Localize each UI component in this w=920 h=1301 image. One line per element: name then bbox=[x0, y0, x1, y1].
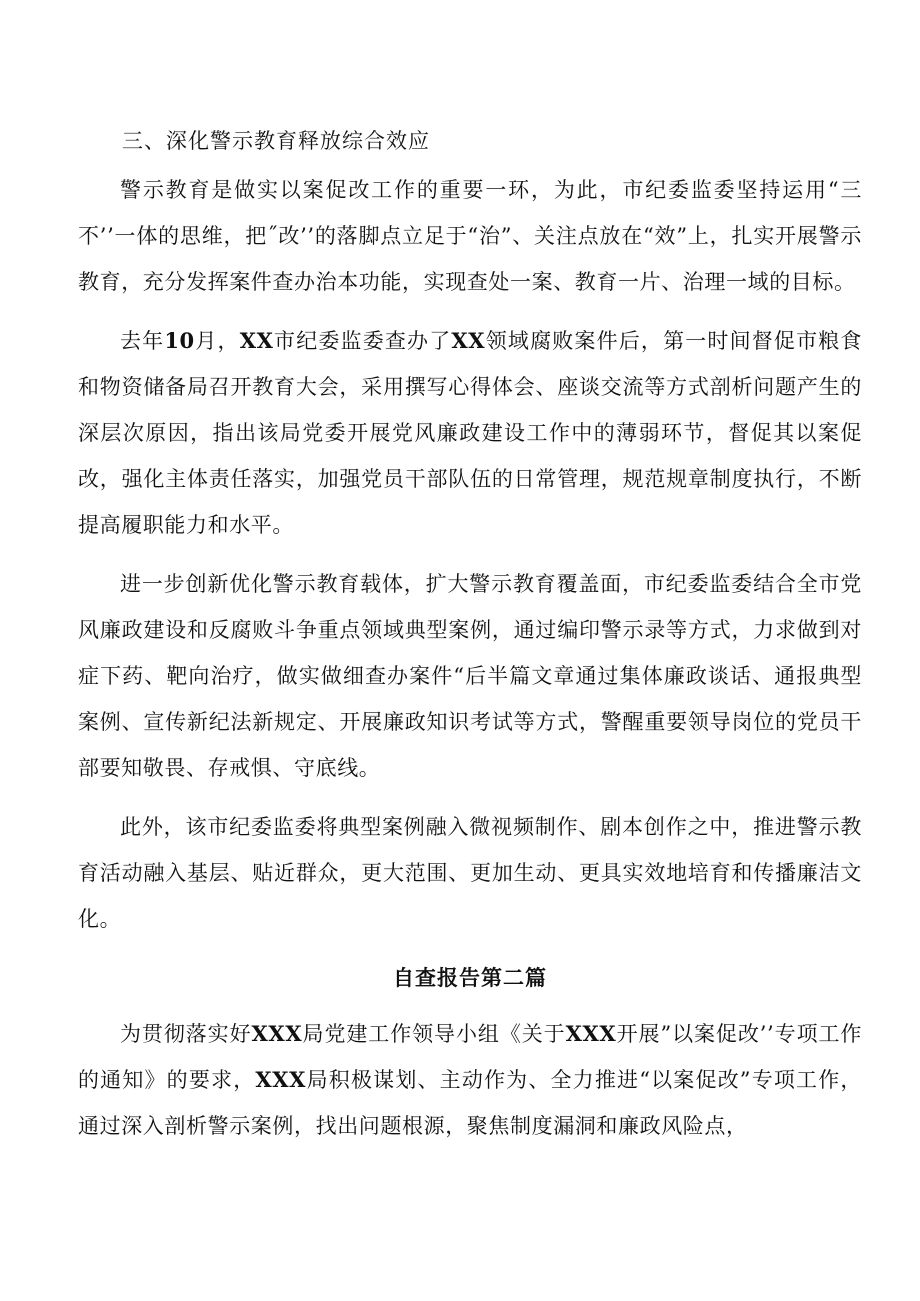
bureau-placeholder: XXX bbox=[255, 1067, 307, 1092]
paragraph-innovation: 进一步创新优化警示教育载体，扩大警示教育覆盖面，市纪委监委结合全市党风廉政建设和反腐败斗争重点领域典型案例，通过编印警示录等方式，力求做到对症下药、靶向治疗，做实做细查办案件“后半篇文章通过集体廉政谈话、通报典型案例、宣传新纪法新规定、开展廉政知识考试等方式，警醒重要领导岗位的党员干部要知敬畏、存戒惧、守底线。 bbox=[78, 572, 862, 780]
field-placeholder: XX bbox=[451, 328, 486, 353]
bureau-placeholder: XXX bbox=[565, 1021, 617, 1046]
paragraph-text-segment: 开展”以案促改’’专项工作的通知》的要求， bbox=[78, 1022, 863, 1092]
section-heading: 三、深化警示教育释放综合效应 bbox=[122, 129, 430, 153]
city-placeholder: XX bbox=[239, 328, 274, 353]
paragraph-second-report-intro bbox=[78, 1011, 862, 1149]
document-body bbox=[78, 118, 862, 1162]
document-title: 自查报告第二篇 bbox=[393, 965, 547, 990]
bureau-placeholder: XXX bbox=[251, 1021, 303, 1046]
paragraph-text-segment: 去年 bbox=[120, 329, 165, 353]
paragraph-text-segment: 为贯彻落实好 bbox=[120, 1022, 252, 1046]
paragraph-last-october-case bbox=[78, 318, 862, 548]
month-number: 10 bbox=[164, 328, 195, 353]
paragraph-text-segment: 领域腐败案件后，第一时间督促市粮食和物资储备局召开教育大会，采用撰写心得体会、座谈交流等方式剖析问题产生的深层次原因，指出该局党委开展党风廉政建设工作中的薄弱环节，督促其以案促改，强化主体责任落实，加强党员干部队伍的日常管理，规范规章制度执行，不断提高履职能力和水平。 bbox=[78, 329, 863, 537]
paragraph-text-segment: 月， bbox=[194, 329, 240, 353]
paragraph-text-segment: 市纪委监委查办了 bbox=[273, 329, 452, 353]
paragraph-integrity-culture: 此外，该市纪委监委将典型案例融入微视频制作、剧本创作之中，推进警示教育活动融入基层、贴近群众，更大范围、更加生动、更具实效地培育和传播廉洁文化。 bbox=[78, 815, 862, 931]
paragraph-text-segment: 局积极谋划、主动作为、全力推进“以案促改”专项工作，通过深入剖析警示案例，找出问题根源，聚焦制度漏洞和廉政风险点， bbox=[78, 1068, 862, 1138]
paragraph-warning-education: 警示教育是做实以案促改工作的重要一环，为此，市纪委监委坚持运用“三不’’一体的思维，把˝改’’的落脚点立足于“治”、关注点放在“效”上，扎实开展警示教育，充分发挥案件查办治本功能，实现查处一案、教育一片、治理一域的目标。 bbox=[78, 178, 862, 294]
paragraph-text-segment: 局党建工作领导小组《关于 bbox=[302, 1022, 566, 1046]
